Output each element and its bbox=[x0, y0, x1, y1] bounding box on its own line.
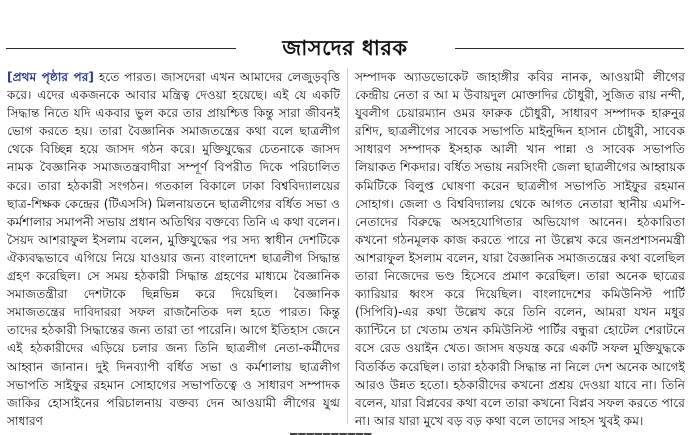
right-column-body: সম্পাদক অ্যাডভোকেট জাহাঙ্গীর কবির নানক, আওয়ামী লীগের কেন্দ্রীয় নেতা র আ ম উবায়দুল মোক্তাদির চৌধুরী, সুজিত রায় নন্দী, যুবলীগ চেয়ারম্যান ওমর ফারুক চৌধুরী, সাধারণ সম্পাদক হারুনুর রশিদ, ছাত্রলীগের সাবেক সভাপতি মাইনুদ্দিন হাসান চৌধুরী, সাবেক সাধারণ সম্পাদক ইসহাক আলী খান পান্না ও সাবেক সভাপতি লিয়াকত শিকদার। বর্ধিত সভায় নরসিংদী জেলা ছাত্রলীগের আহ্বায়ক কমিটিকে বিলুপ্ত ঘোষণা করেন ছাত্রলীগ সভাপতি সাইফুর রহমান সোহাগ। জেলা ও বিশ্ববিদ্যালয় থেকে আগত নেতারা স্থানীয় এমপি-নেতাদের বিরুদ্ধে অসহযোগিতার অভিযোগ আনেন। হঠকারিতা কখনো গঠনমূলক কাজ করতে পারে না উল্লেখ করে জনপ্রশাসনমন্ত্রী আশরাফুল ইসলাম বলেন, যারা বৈজ্ঞানিক সমাজতন্ত্রের কথা বলেছিল তারা নিজেদের ভণ্ড হিসেবে প্রমাণ করেছিল। তারা অনেক ছাত্রের ক্যারিয়ার ধ্বংস করে দিয়েছিল। বাংলাদেশের কমিউনিস্ট পার্টি (সিপিবি)-এর কথা উল্লেখ করে তিনি বলেন, আমরা যখন মধুর ক্যান্টিনে চা খেতাম তখন কমিউনিস্ট পার্টির বন্ধুরা হোটেল শেরাটনে বসে রেড ওয়াইন খেত। জাসদ ষড়যন্ত্র করে একটি সফল মুক্তিযুদ্ধকে বিতর্কিত করেছিল। তারা হঠকারী সিদ্ধান্ত না নিলে দেশ অনেক আগেই আরও উন্নত হতো। হঠকারীদের কখনো প্রশ্রয় দেওয়া যাবে না। তিনি বলেন, যারা বিপ্লবের কথা বলে তারা কখনো বিপ্লব সফল করতে পারে না। আর যারা মুখে বড় বড় কথা বলে তাদের সাহস খুবই কম। bbox=[355, 70, 685, 428]
column-divider bbox=[347, 68, 348, 424]
article-column-left bbox=[7, 68, 340, 428]
headline-rule-right bbox=[455, 48, 684, 49]
cropped-next-headline: ━━━━━━━━━━ bbox=[290, 427, 373, 435]
article-column-right bbox=[355, 68, 685, 428]
headline-bar bbox=[0, 34, 690, 64]
continuation-prefix: [প্রথম পৃষ্ঠার পর] bbox=[7, 70, 95, 84]
headline-rule-left bbox=[6, 48, 236, 49]
left-column-body: হতে পারত। জাসদেরা এখন আমাদের লেজুড়বৃত্তি করে। এদের একজনকে আবার মন্ত্রিত্ব দেওয়া হয়েছে। এই যে একটি সিদ্ধান্ত নিতে যদি একবার ভুল করে তার প্রায়শ্চিত্ত কিন্তু সারা জীবনই ভোগ করতে হয়। তারা বৈজ্ঞানিক সমাজতন্ত্রের কথা বলে ছাত্রলীগ থেকে বিচ্ছিন্ন হয়ে জাসদ গঠন করে। মুক্তিযুদ্ধের চেতনাকে জাসদ নামক বৈজ্ঞানিক সমাজতন্ত্রবাদীরা সম্পূর্ণ বিপরীত দিকে পরিচালিত করে। তারা হঠকারী সংগঠন। গতকাল বিকালে ঢাকা বিশ্ববিদ্যালয়ের ছাত্র-শিক্ষক কেন্দ্রের (টিএসসি) মিলনায়তনে ছাত্রলীগের বর্ধিত সভা ও কর্মশালার সমাপনী সভায় প্রধান অতিথির বক্তব্যে তিনি এ কথা বলেন। সৈয়দ আশরাফুল ইসলাম বলেন, মুক্তিযুদ্ধের পর সদ্য স্বাধীন দেশটিকে ঐক্যবদ্ধভাবে এগিয়ে নিয়ে যাওয়ার জন্য বাংলাদেশ ছাত্রলীগ সিদ্ধান্ত গ্রহণ করেছিল। সে সময় হঠকারী সিদ্ধান্ত গ্রহণের মাধ্যমে বৈজ্ঞানিক সমাজতন্ত্রীরা দেশটাকে ছিন্নভিন্ন করে দিয়েছিল। বৈজ্ঞানিক সমাজতন্ত্রের দাবিদাররা সফল রাজনৈতিক দল হতে পারত। কিন্তু তাদের হঠকারী সিদ্ধান্তের জন্য তারা তা পারেনি। আগে ইতিহাস জেনে এই হঠকারীদের এড়িয়ে চলার জন্য তিনি ছাত্রলীগ নেতা-কর্মীদের আহ্বান জানান। দুই দিনব্যাপী বর্ধিত সভা ও কর্মশালায় ছাত্রলীগ সভাপতি সাইফুর রহমান সোহাগের সভাপতিত্বে ও সাধারণ সম্পাদক জাকির হোসাইনের পরিচালনায় বক্তব্য দেন আওয়ামী লীগের যুগ্ম সাধারণ bbox=[7, 70, 340, 428]
article-headline: জাসদের ধারক bbox=[282, 36, 408, 60]
